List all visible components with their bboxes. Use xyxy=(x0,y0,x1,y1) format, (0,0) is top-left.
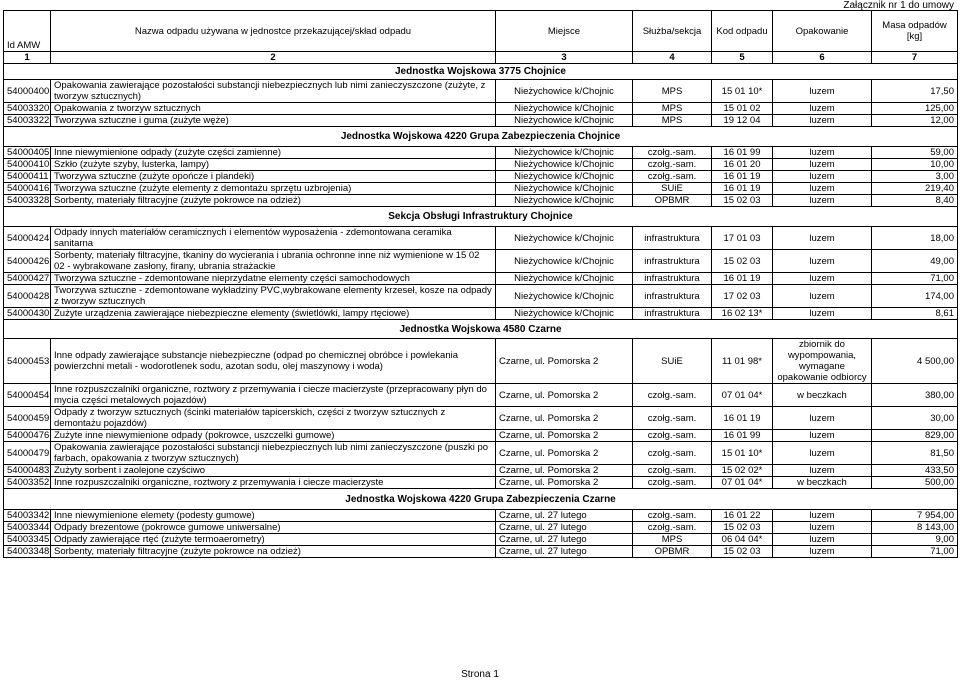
service-cell: OPBMR xyxy=(633,195,712,207)
waste-name-cell: Zużyty sorbent i zaolejone czyściwo xyxy=(51,465,496,477)
waste-id-cell: 54003344 xyxy=(4,522,51,534)
service-cell: MPS xyxy=(633,534,712,546)
waste-id-cell: 54003322 xyxy=(4,115,51,127)
service-cell: czołg.-sam. xyxy=(633,159,712,171)
service-cell: OPBMR xyxy=(633,546,712,558)
mass-cell: 71,00 xyxy=(872,546,958,558)
waste-name-cell: Odpady zawierające rtęć (zużyte termoaerometry) xyxy=(51,534,496,546)
waste-code-cell: 15 01 10* xyxy=(712,80,773,103)
packaging-cell: luzem xyxy=(773,442,872,465)
waste-table xyxy=(3,10,958,558)
table-row xyxy=(4,227,958,250)
column-number-row xyxy=(4,52,958,64)
waste-code-cell: 16 01 19 xyxy=(712,273,773,285)
service-cell: czołg.-sam. xyxy=(633,522,712,534)
packaging-cell: luzem xyxy=(773,407,872,430)
waste-name-cell: Inne niewymienione odpady (zużyte części zamienne) xyxy=(51,147,496,159)
mass-cell: 8,40 xyxy=(872,195,958,207)
table-row xyxy=(4,159,958,171)
place-cell: Czarne, ul. Pomorska 2 xyxy=(496,442,633,465)
table-row xyxy=(4,430,958,442)
section-title: Jednostka Wojskowa 3775 Chojnice xyxy=(4,64,958,80)
col-header-place: Miejsce xyxy=(496,11,633,52)
mass-cell: 3,00 xyxy=(872,171,958,183)
mass-cell: 433,50 xyxy=(872,465,958,477)
table-row xyxy=(4,273,958,285)
place-cell: Nieżychowice k/Chojnic xyxy=(496,195,633,207)
mass-cell: 12,00 xyxy=(872,115,958,127)
waste-code-cell: 15 01 02 xyxy=(712,103,773,115)
place-cell: Nieżychowice k/Chojnic xyxy=(496,115,633,127)
mass-cell: 8,61 xyxy=(872,308,958,320)
table-row xyxy=(4,522,958,534)
waste-code-cell: 15 02 03 xyxy=(712,522,773,534)
waste-id-cell: 54003328 xyxy=(4,195,51,207)
service-cell: czołg.-sam. xyxy=(633,384,712,407)
packaging-cell: luzem xyxy=(773,250,872,273)
mass-cell: 125,00 xyxy=(872,103,958,115)
mass-cell: 8 143,00 xyxy=(872,522,958,534)
waste-name-cell: Opakowania zawierające pozostałości substancji niebezpiecznych lub nimi zanieczyszczone (zużyte, z tworzyw sztucznych) xyxy=(51,80,496,103)
service-cell: czołg.-sam. xyxy=(633,442,712,465)
mass-cell: 30,00 xyxy=(872,407,958,430)
mass-cell: 500,00 xyxy=(872,477,958,489)
waste-name-cell: Szkło (zużyte szyby, lusterka, lampy) xyxy=(51,159,496,171)
waste-id-cell: 54000400 xyxy=(4,80,51,103)
table-row xyxy=(4,534,958,546)
service-cell: MPS xyxy=(633,80,712,103)
table-row xyxy=(4,285,958,308)
waste-name-cell: Inne odpady zawierające substancje niebezpieczne (odpad po chemicznej obróbce i powlekania powierzchni metali - wodorotlenek sodu, azotan sodu, olej maszynowy i woda) xyxy=(51,339,496,384)
place-cell: Nieżychowice k/Chojnic xyxy=(496,103,633,115)
packaging-cell: luzem xyxy=(773,103,872,115)
table-row xyxy=(4,477,958,489)
waste-code-cell: 19 12 04 xyxy=(712,115,773,127)
place-cell: Czarne, ul. 27 lutego xyxy=(496,534,633,546)
packaging-cell: luzem xyxy=(773,159,872,171)
place-cell: Nieżychowice k/Chojnic xyxy=(496,308,633,320)
packaging-cell: luzem xyxy=(773,546,872,558)
waste-id-cell: 54000430 xyxy=(4,308,51,320)
section-header-row xyxy=(4,489,958,510)
table-row xyxy=(4,339,958,384)
packaging-cell: luzem xyxy=(773,308,872,320)
mass-cell: 380,00 xyxy=(872,384,958,407)
waste-id-cell: 54003320 xyxy=(4,103,51,115)
waste-code-cell: 16 01 20 xyxy=(712,159,773,171)
service-cell: SUiE xyxy=(633,183,712,195)
waste-id-cell: 54000411 xyxy=(4,171,51,183)
place-cell: Nieżychowice k/Chojnic xyxy=(496,227,633,250)
service-cell: czołg.-sam. xyxy=(633,147,712,159)
table-row xyxy=(4,195,958,207)
service-cell: czołg.-sam. xyxy=(633,171,712,183)
waste-code-cell: 15 02 02* xyxy=(712,465,773,477)
place-cell: Czarne, ul. 27 lutego xyxy=(496,522,633,534)
waste-name-cell: Tworzywa sztuczne - zdemontowane nieprzydatne elementy części samochodowych xyxy=(51,273,496,285)
mass-cell: 829,00 xyxy=(872,430,958,442)
waste-id-cell: 54000427 xyxy=(4,273,51,285)
mass-cell: 18,00 xyxy=(872,227,958,250)
waste-id-cell: 54000479 xyxy=(4,442,51,465)
attachment-label: Załącznik nr 1 do umowy xyxy=(843,0,954,11)
col-number: 3 xyxy=(496,52,633,64)
place-cell: Czarne, ul. Pomorska 2 xyxy=(496,430,633,442)
col-number: 2 xyxy=(51,52,496,64)
packaging-cell: luzem xyxy=(773,273,872,285)
waste-code-cell: 07 01 04* xyxy=(712,384,773,407)
waste-name-cell: Odpady z tworzyw sztucznych (ścinki materiałów tapicerskich, części z tworzyw sztucznych z demontażu pojazdów) xyxy=(51,407,496,430)
service-cell: infrastruktura xyxy=(633,273,712,285)
mass-cell: 10,00 xyxy=(872,159,958,171)
place-cell: Czarne, ul. Pomorska 2 xyxy=(496,407,633,430)
table-row xyxy=(4,171,958,183)
packaging-cell: luzem xyxy=(773,510,872,522)
col-number: 5 xyxy=(712,52,773,64)
col-number: 7 xyxy=(872,52,958,64)
mass-cell: 49,00 xyxy=(872,250,958,273)
waste-id-cell: 54000453 xyxy=(4,339,51,384)
packaging-cell: luzem xyxy=(773,534,872,546)
packaging-cell: luzem xyxy=(773,285,872,308)
waste-name-cell: Tworzywa sztuczne (zużyte elementy z demontażu sprzętu uzbrojenia) xyxy=(51,183,496,195)
section-header-row xyxy=(4,64,958,80)
service-cell: czołg.-sam. xyxy=(633,407,712,430)
waste-name-cell: Zużyte inne niewymienione odpady (pokrowce, uszczelki gumowe) xyxy=(51,430,496,442)
waste-name-cell: Inne niewymienione elemety (podesty gumowe) xyxy=(51,510,496,522)
table-row xyxy=(4,384,958,407)
waste-name-cell: Tworzywa sztuczne i guma (zużyte węże) xyxy=(51,115,496,127)
waste-id-cell: 54003352 xyxy=(4,477,51,489)
waste-code-cell: 11 01 98* xyxy=(712,339,773,384)
packaging-cell: luzem xyxy=(773,465,872,477)
waste-name-cell: Sorbenty, materiały filtracyjne, tkaniny do wycierania i ubrania ochronne inne niż wymienione w 15 02 02 - wybrakowane zasłony, firany, ubrania strażackie xyxy=(51,250,496,273)
table-row xyxy=(4,407,958,430)
waste-code-cell: 17 01 03 xyxy=(712,227,773,250)
table-row xyxy=(4,465,958,477)
service-cell: infrastruktura xyxy=(633,308,712,320)
packaging-cell: luzem xyxy=(773,147,872,159)
place-cell: Nieżychowice k/Chojnic xyxy=(496,80,633,103)
waste-code-cell: 16 01 22 xyxy=(712,510,773,522)
col-header-service: Służba/sekcja xyxy=(633,11,712,52)
waste-code-cell: 16 02 13* xyxy=(712,308,773,320)
col-header-mass: Masa odpadów [kg] xyxy=(872,11,958,52)
place-cell: Czarne, ul. 27 lutego xyxy=(496,546,633,558)
packaging-cell: luzem xyxy=(773,115,872,127)
packaging-cell: w beczkach xyxy=(773,384,872,407)
service-cell: czołg.-sam. xyxy=(633,430,712,442)
waste-id-cell: 54000426 xyxy=(4,250,51,273)
packaging-cell: luzem xyxy=(773,227,872,250)
waste-id-cell: 54000454 xyxy=(4,384,51,407)
waste-id-cell: 54003345 xyxy=(4,534,51,546)
table-row xyxy=(4,250,958,273)
col-header-name: Nazwa odpadu używana w jednostce przekazującej/skład odpadu xyxy=(51,11,496,52)
waste-name-cell: Zużyte urządzenia zawierające niebezpieczne elementy (świetlówki, lampy rtęciowe) xyxy=(51,308,496,320)
section-header-row xyxy=(4,320,958,339)
mass-cell: 59,00 xyxy=(872,147,958,159)
col-number: 6 xyxy=(773,52,872,64)
packaging-cell: luzem xyxy=(773,171,872,183)
waste-code-cell: 16 01 19 xyxy=(712,171,773,183)
place-cell: Czarne, ul. Pomorska 2 xyxy=(496,384,633,407)
service-cell: MPS xyxy=(633,103,712,115)
waste-id-cell: 54000476 xyxy=(4,430,51,442)
waste-code-cell: 15 02 03 xyxy=(712,546,773,558)
waste-code-cell: 16 01 99 xyxy=(712,430,773,442)
packaging-cell: luzem xyxy=(773,183,872,195)
section-header-row xyxy=(4,207,958,227)
table-row xyxy=(4,308,958,320)
place-cell: Nieżychowice k/Chojnic xyxy=(496,285,633,308)
place-cell: Czarne, ul. Pomorska 2 xyxy=(496,477,633,489)
place-cell: Czarne, ul. Pomorska 2 xyxy=(496,339,633,384)
packaging-cell: luzem xyxy=(773,430,872,442)
table-row xyxy=(4,80,958,103)
service-cell: czołg.-sam. xyxy=(633,477,712,489)
waste-name-cell: Sorbenty, materiały filtracyjne (zużyte pokrowce na odzież) xyxy=(51,195,496,207)
service-cell: czołg.-sam. xyxy=(633,510,712,522)
waste-id-cell: 54000410 xyxy=(4,159,51,171)
place-cell: Nieżychowice k/Chojnic xyxy=(496,183,633,195)
waste-name-cell: Opakowania zawierające pozostałości substancji niebezpiecznych lub nimi zanieczyszczone (puszki po farbach, opakowania z tworzyw sztucznych) xyxy=(51,442,496,465)
mass-cell: 9,00 xyxy=(872,534,958,546)
packaging-cell: luzem xyxy=(773,195,872,207)
mass-cell: 71,00 xyxy=(872,273,958,285)
waste-code-cell: 15 02 03 xyxy=(712,250,773,273)
packaging-cell: zbiornik do wypompowania, wymagane opakowanie odbiorcy xyxy=(773,339,872,384)
col-number: 4 xyxy=(633,52,712,64)
page-footer: Strona 1 xyxy=(461,669,499,680)
packaging-cell: luzem xyxy=(773,80,872,103)
waste-id-cell: 54000416 xyxy=(4,183,51,195)
waste-code-cell: 15 01 10* xyxy=(712,442,773,465)
packaging-cell: w beczkach xyxy=(773,477,872,489)
section-title: Jednostka Wojskowa 4580 Czarne xyxy=(4,320,958,339)
waste-id-cell: 54000459 xyxy=(4,407,51,430)
mass-cell: 17,50 xyxy=(872,80,958,103)
section-title: Jednostka Wojskowa 4220 Grupa Zabezpieczenia Czarne xyxy=(4,489,958,510)
col-header-packaging: Opakowanie xyxy=(773,11,872,52)
waste-id-cell: 54000483 xyxy=(4,465,51,477)
waste-code-cell: 17 02 03 xyxy=(712,285,773,308)
waste-code-cell: 16 01 19 xyxy=(712,183,773,195)
place-cell: Nieżychowice k/Chojnic xyxy=(496,250,633,273)
waste-name-cell: Odpady innych materiałów ceramicznych i elementów wyposażenia - zdemontowana ceramika sanitarna xyxy=(51,227,496,250)
waste-id-cell: 54003348 xyxy=(4,546,51,558)
section-header-row xyxy=(4,127,958,147)
place-cell: Nieżychowice k/Chojnic xyxy=(496,273,633,285)
service-cell: czołg.-sam. xyxy=(633,465,712,477)
service-cell: SUiE xyxy=(633,339,712,384)
place-cell: Czarne, ul. 27 lutego xyxy=(496,510,633,522)
service-cell: infrastruktura xyxy=(633,285,712,308)
col-number: 1 xyxy=(4,52,51,64)
col-header-id: Id AMW xyxy=(4,11,51,52)
waste-name-cell: Odpady brezentowe (pokrowce gumowe uniwersalne) xyxy=(51,522,496,534)
table-row xyxy=(4,103,958,115)
waste-name-cell: Tworzywa sztuczne (zużyte opończe i plandeki) xyxy=(51,171,496,183)
mass-cell: 7 954,00 xyxy=(872,510,958,522)
section-title: Jednostka Wojskowa 4220 Grupa Zabezpieczenia Chojnice xyxy=(4,127,958,147)
place-cell: Nieżychowice k/Chojnic xyxy=(496,159,633,171)
table-row xyxy=(4,546,958,558)
waste-code-cell: 15 02 03 xyxy=(712,195,773,207)
waste-code-cell: 16 01 19 xyxy=(712,407,773,430)
waste-id-cell: 54000405 xyxy=(4,147,51,159)
waste-code-cell: 07 01 04* xyxy=(712,477,773,489)
waste-name-cell: Inne rozpuszczalniki organiczne, roztwory z przemywania i ciecze macierzyste (przepracowany płyn do mycia części metalowych pojazdów) xyxy=(51,384,496,407)
waste-id-cell: 54000424 xyxy=(4,227,51,250)
waste-code-cell: 06 04 04* xyxy=(712,534,773,546)
waste-name-cell: Inne rozpuszczalniki organiczne, roztwory z przemywania i ciecze macierzyste xyxy=(51,477,496,489)
col-header-code: Kod odpadu xyxy=(712,11,773,52)
waste-id-cell: 54003342 xyxy=(4,510,51,522)
place-cell: Nieżychowice k/Chojnic xyxy=(496,147,633,159)
mass-cell: 81,50 xyxy=(872,442,958,465)
table-row xyxy=(4,442,958,465)
waste-name-cell: Opakowania z tworzyw sztucznych xyxy=(51,103,496,115)
service-cell: infrastruktura xyxy=(633,227,712,250)
service-cell: infrastruktura xyxy=(633,250,712,273)
section-title: Sekcja Obsługi Infrastruktury Chojnice xyxy=(4,207,958,227)
table-row xyxy=(4,147,958,159)
waste-id-cell: 54000428 xyxy=(4,285,51,308)
waste-name-cell: Tworzywa sztuczne - zdemontowane wykładziny PVC,wybrakowane elementy krzeseł, kosze na odpady z tworzyw sztucznych xyxy=(51,285,496,308)
packaging-cell: luzem xyxy=(773,522,872,534)
table-row xyxy=(4,510,958,522)
header-row xyxy=(4,11,958,52)
table-row xyxy=(4,115,958,127)
mass-cell: 174,00 xyxy=(872,285,958,308)
waste-code-cell: 16 01 99 xyxy=(712,147,773,159)
table-row xyxy=(4,183,958,195)
service-cell: MPS xyxy=(633,115,712,127)
place-cell: Czarne, ul. Pomorska 2 xyxy=(496,465,633,477)
mass-cell: 219,40 xyxy=(872,183,958,195)
mass-cell: 4 500,00 xyxy=(872,339,958,384)
place-cell: Nieżychowice k/Chojnic xyxy=(496,171,633,183)
waste-name-cell: Sorbenty, materiały filtracyjne (zużyte pokrowce na odzież) xyxy=(51,546,496,558)
